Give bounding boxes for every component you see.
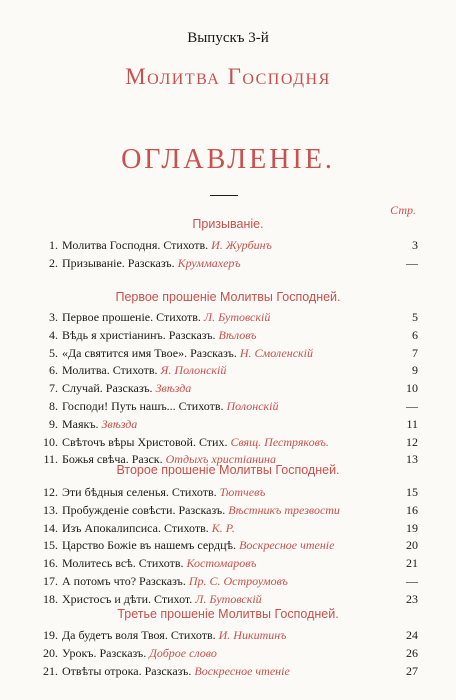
entry-number: 17. (43, 573, 58, 588)
entry-title: Молитва Господня. Стихотв. (62, 238, 209, 252)
entry-author: Вѣстникъ трезвости (228, 502, 340, 517)
entry-title: «Да святится имя Твое». Разсказъ. (62, 345, 237, 360)
toc-entry (32, 591, 418, 609)
entry-title: Маякъ. (62, 416, 99, 431)
toc-entry (32, 573, 418, 591)
entry-title: Случай. Разсказъ. (62, 381, 153, 396)
entry-title: Христосъ и дѣти. Стихот. (62, 591, 193, 606)
entry-author: Вѣловъ (218, 327, 257, 342)
entry-number: 14. (43, 520, 58, 535)
entry-title: Эти бѣдныя селенья. Стихотв. (62, 485, 217, 499)
entry-number: 7. (49, 381, 58, 396)
toc-heading: ОГЛАВЛЕНІЕ. (121, 144, 335, 175)
section-title: Третье прошеніе Молитвы Господней. (117, 607, 339, 621)
entry-number: 1. (49, 238, 58, 252)
entry-title: Молитва. Стихотв. (62, 363, 158, 378)
page-column-label: Стр. (390, 203, 416, 217)
entry-author: Костомаровъ (186, 556, 257, 571)
entry-page: 12 (406, 434, 418, 449)
toc-entry (32, 555, 418, 573)
entry-page: 20 (406, 538, 418, 553)
toc-entry (32, 434, 418, 452)
issue-label: Выпускъ 3-й (187, 30, 269, 46)
entry-page: 10 (406, 381, 418, 396)
entry-title: Пробужденіе совѣсти. Разсказъ. (62, 502, 226, 517)
entry-title: Вѣдь я христіанинъ. Разсказъ. (62, 327, 216, 342)
entry-author: Звѣзда (101, 416, 138, 431)
entry-page: — (406, 398, 418, 413)
entry-title: Молитесь всѣ. Стихотв. (62, 556, 184, 571)
toc-entry (32, 520, 418, 538)
entry-page: 27 (406, 663, 418, 678)
entry-title: Урокъ. Разсказъ. (62, 645, 147, 660)
toc-entry (32, 327, 418, 345)
entry-author: Л. Бутовскій (195, 591, 262, 606)
toc-entry (32, 345, 418, 363)
entry-title: Свѣточъ вѣры Христовой. Стих. (62, 434, 228, 449)
entry-number: 3. (49, 310, 58, 324)
entry-number: 4. (49, 327, 58, 342)
toc-entry (32, 502, 418, 520)
section-title: Второе прошеніе Молитвы Господней. (116, 463, 340, 477)
entry-page: 11 (406, 416, 418, 431)
entry-author: Н. Смоленскій (239, 345, 313, 360)
toc-entry (32, 362, 418, 380)
toc-entry (32, 663, 418, 681)
section-entries (32, 627, 418, 680)
entry-author: Свящ. Пестряковъ. (230, 434, 329, 449)
toc-entry (32, 645, 418, 663)
entry-number: 5. (49, 345, 58, 360)
entry-page: 15 (406, 485, 418, 499)
entry-page: 6 (412, 327, 418, 342)
entry-page: 23 (406, 591, 418, 606)
entry-author: И. Никитинъ (218, 628, 287, 642)
entry-number: 15. (43, 538, 58, 553)
entry-number: 21. (43, 663, 58, 678)
entry-number: 6. (49, 363, 58, 378)
entry-page: 5 (412, 310, 418, 324)
toc-entry (32, 537, 418, 555)
entry-author: Л. Бутовскій (203, 310, 271, 324)
entry-page: 24 (406, 628, 418, 642)
section-entries (32, 237, 418, 273)
entry-author: Тютчевъ (219, 485, 266, 499)
entry-number: 16. (43, 556, 58, 571)
entry-page: 19 (406, 520, 418, 535)
entry-page: — (406, 573, 418, 588)
toc-entry (32, 416, 418, 434)
entry-number: 12. (43, 485, 58, 499)
entry-author: Воскресное чтеніе (239, 538, 335, 553)
entry-number: 2. (49, 255, 58, 270)
entry-page: 9 (412, 363, 418, 378)
entry-page: 26 (406, 645, 418, 660)
entry-number: 8. (49, 398, 58, 413)
entry-page: 16 (406, 502, 418, 517)
entry-author: Я. Полонскій (160, 363, 227, 378)
entry-author: Круммахеръ (177, 255, 241, 270)
entry-number: 13. (43, 502, 58, 517)
entry-number: 18. (43, 591, 58, 606)
entry-number: 19. (43, 628, 58, 642)
entry-number: 10. (43, 434, 58, 449)
section-title: Первое прошеніе Молитвы Господней. (115, 290, 341, 304)
entry-author: Воскресное чтеніе (194, 663, 290, 678)
toc-entry (32, 398, 418, 416)
entry-page: 21 (406, 556, 418, 571)
entry-title: Царство Божіе въ нашемъ сердцѣ. (62, 538, 237, 553)
book-title: Молитва Господня (125, 64, 331, 89)
entry-author: Пр. С. Остроумовъ (188, 573, 288, 588)
toc-entry (32, 237, 418, 255)
toc-entry (32, 627, 418, 645)
entry-number: 11. (43, 452, 58, 467)
entry-title: Призываніе. Разсказъ. (62, 255, 175, 270)
entry-page: — (406, 255, 418, 270)
section-entries (32, 484, 418, 609)
entry-title: Да будетъ воля Твоя. Стихотв. (62, 628, 216, 642)
entry-number: 9. (49, 416, 58, 431)
entry-author: Полонскій (226, 398, 279, 413)
entry-page: 7 (412, 345, 418, 360)
entry-author: Звѣзда (155, 381, 192, 396)
entry-title: Господи! Путь нашъ... Стихотв. (62, 398, 224, 413)
toc-entry (32, 255, 418, 273)
entry-title: Отвѣты отрока. Разсказъ. (62, 663, 192, 678)
entry-number: 20. (43, 645, 58, 660)
entry-title: Божья свѣча. Разск. (62, 452, 163, 467)
entry-author: И. Журбинъ (211, 238, 272, 252)
entry-author: К. Р. (211, 520, 235, 535)
entry-title: А потомъ что? Разсказъ. (62, 573, 186, 588)
entry-title: Изъ Апокалипсиса. Стихотв. (62, 520, 209, 535)
toc-entry (32, 309, 418, 327)
divider-rule (210, 195, 238, 196)
toc-entry (32, 484, 418, 502)
entry-author: Отдыхъ христіанина (165, 452, 276, 467)
entry-title: Первое прошеніе. Стихотв. (62, 310, 201, 324)
entry-author: Доброе слово (149, 645, 217, 660)
section-entries (32, 309, 418, 469)
entry-page: 13 (406, 452, 418, 467)
section-title: Призываніе. (192, 217, 264, 231)
toc-entry (32, 380, 418, 398)
entry-page: 3 (412, 238, 418, 252)
